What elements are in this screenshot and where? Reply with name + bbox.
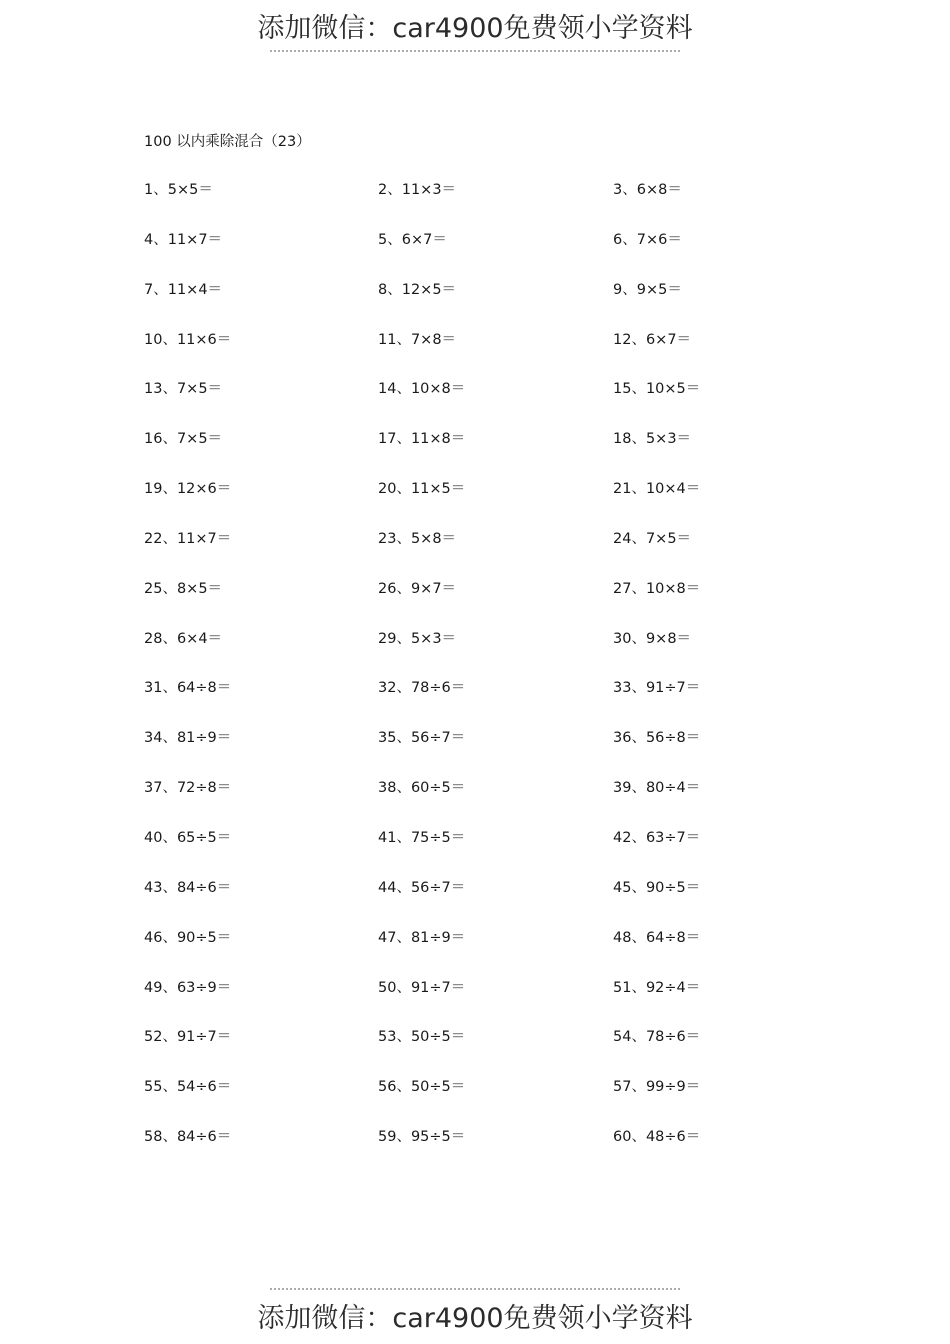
- problem-item: 54、78÷6＝: [613, 1029, 701, 1046]
- problem-item: 4、11×7＝: [144, 231, 223, 248]
- problem-item: 35、56÷7＝: [378, 730, 466, 747]
- problem-item: 17、11×8＝: [378, 431, 466, 448]
- problem-item: 16、7×5＝: [144, 431, 223, 448]
- problem-item: 8、12×5＝: [378, 281, 457, 298]
- problem-item: 22、11×7＝: [144, 530, 232, 547]
- problem-item: 33、91÷7＝: [613, 680, 701, 697]
- problem-item: 47、81÷9＝: [378, 929, 466, 946]
- watermark-banner-top: 添加微信：car4900免费领小学资料: [257, 13, 693, 44]
- problem-item: 40、65÷5＝: [144, 829, 232, 846]
- problem-item: 9、9×5＝: [613, 281, 682, 298]
- problem-item: 25、8×5＝: [144, 580, 223, 597]
- problem-item: 11、7×8＝: [378, 331, 457, 348]
- problem-item: 21、10×4＝: [613, 481, 701, 498]
- problem-item: 32、78÷6＝: [378, 680, 466, 697]
- problem-item: 12、6×7＝: [613, 331, 692, 348]
- problem-item: 31、64÷8＝: [144, 680, 232, 697]
- problem-item: 53、50÷5＝: [378, 1029, 466, 1046]
- problem-item: 28、6×4＝: [144, 630, 223, 647]
- problem-item: 39、80÷4＝: [613, 780, 701, 797]
- problem-item: 48、64÷8＝: [613, 929, 701, 946]
- problem-item: 43、84÷6＝: [144, 879, 232, 896]
- problem-item: 34、81÷9＝: [144, 730, 232, 747]
- obscured-footer-strip: [270, 1288, 680, 1296]
- problem-item: 57、99÷9＝: [613, 1079, 701, 1096]
- problem-item: 27、10×8＝: [613, 580, 701, 597]
- problem-item: 14、10×8＝: [378, 381, 466, 398]
- problem-item: 29、5×3＝: [378, 630, 457, 647]
- problem-item: 38、60÷5＝: [378, 780, 466, 797]
- worksheet-title: 100 以内乘除混合（23）: [144, 134, 311, 150]
- problem-item: 10、11×6＝: [144, 331, 232, 348]
- problem-item: 13、7×5＝: [144, 381, 223, 398]
- problem-item: 23、5×8＝: [378, 530, 457, 547]
- problem-item: 37、72÷8＝: [144, 780, 232, 797]
- problem-item: 42、63÷7＝: [613, 829, 701, 846]
- problem-item: 55、54÷6＝: [144, 1079, 232, 1096]
- problem-item: 26、9×7＝: [378, 580, 457, 597]
- problem-item: 44、56÷7＝: [378, 879, 466, 896]
- problem-item: 24、7×5＝: [613, 530, 692, 547]
- problem-item: 2、11×3＝: [378, 182, 457, 198]
- problem-item: 46、90÷5＝: [144, 929, 232, 946]
- problem-item: 18、5×3＝: [613, 431, 692, 448]
- watermark-banner-bottom: 添加微信：car4900免费领小学资料: [257, 1303, 693, 1334]
- problem-item: 56、50÷5＝: [378, 1079, 466, 1096]
- problem-item: 3、6×8＝: [613, 182, 682, 198]
- problem-item: 30、9×8＝: [613, 630, 692, 647]
- problem-item: 58、84÷6＝: [144, 1129, 232, 1146]
- problem-item: 41、75÷5＝: [378, 829, 466, 846]
- problem-item: 60、48÷6＝: [613, 1129, 701, 1146]
- problem-item: 15、10×5＝: [613, 381, 701, 398]
- obscured-header-strip: [270, 50, 680, 58]
- problem-item: 7、11×4＝: [144, 281, 223, 298]
- problem-item: 1、5×5＝: [144, 182, 213, 198]
- problem-item: 20、11×5＝: [378, 481, 466, 498]
- problem-item: 5、6×7＝: [378, 231, 447, 248]
- problem-item: 6、7×6＝: [613, 231, 682, 248]
- problem-item: 45、90÷5＝: [613, 879, 701, 896]
- problem-grid: [144, 180, 864, 1177]
- problem-item: 52、91÷7＝: [144, 1029, 232, 1046]
- problem-item: 50、91÷7＝: [378, 979, 466, 996]
- problem-item: 19、12×6＝: [144, 481, 232, 498]
- problem-item: 59、95÷5＝: [378, 1129, 466, 1146]
- problem-item: 49、63÷9＝: [144, 979, 232, 996]
- problem-item: 51、92÷4＝: [613, 979, 701, 996]
- problem-item: 36、56÷8＝: [613, 730, 701, 747]
